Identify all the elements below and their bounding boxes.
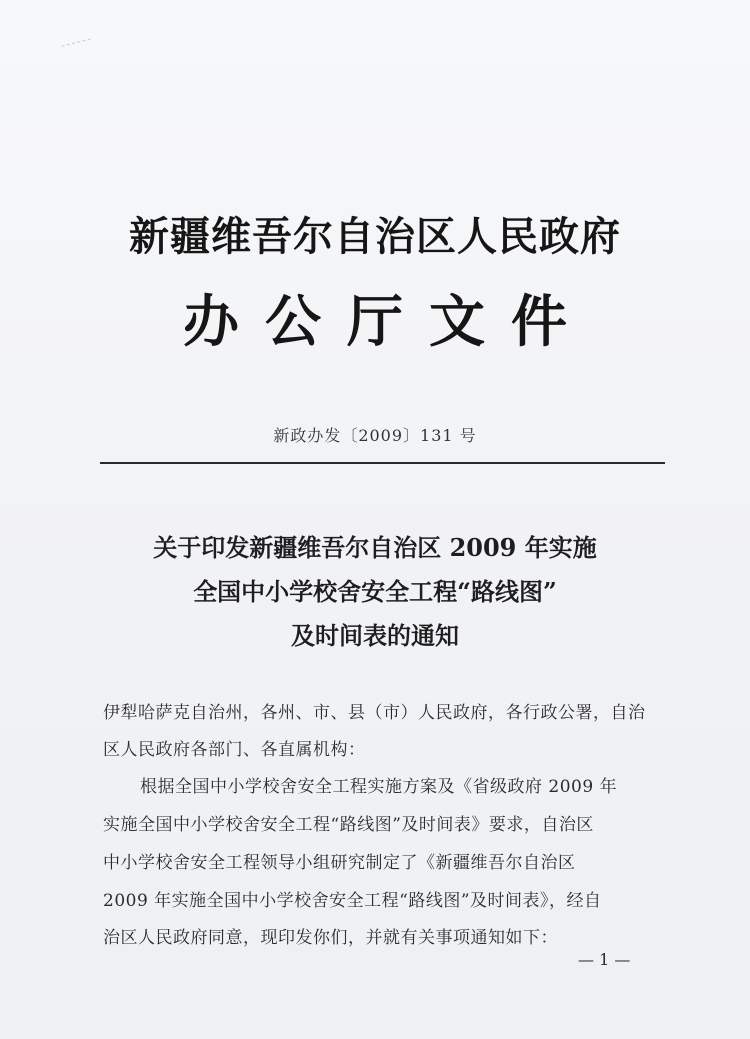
body-line-6: 2009 年实施全国中小学校舍安全工程“路线图”及时间表》，经自 [103,891,602,911]
body-line-3: 根据全国中小学校舍安全工程实施方案及《省级政府 2009 年 [140,777,618,797]
header-divider [100,462,665,464]
body-line-4: 实施全国中小学校舍安全工程“路线图”及时间表》要求，自治区 [103,815,594,835]
body-line-2: 区人民政府各部门、各直属机构： [103,740,366,760]
body-line-7: 治区人民政府同意，现印发你们，并就有关事项通知如下： [103,928,558,948]
document-number: 新政办发〔2009〕131 号 [273,426,477,445]
issuing-authority: 新疆维吾尔自治区人民政府 [129,213,621,260]
body-line-5: 中小学校舍安全工程领导小组研究制定了《新疆维吾尔自治区 [103,853,576,873]
scan-mark [61,39,92,55]
document-type-heading: 办公厅文件 [183,289,593,355]
document-title-line-2: 全国中小学校舍安全工程“路线图” [193,577,557,606]
document-title-line-3: 及时间表的通知 [291,621,459,650]
page-number: — 1 — [578,950,631,969]
body-line-1: 伊犁哈萨克自治州，各州、市、县（市）人民政府，各行政公署，自治 [103,703,646,723]
document-title-line-1: 关于印发新疆维吾尔自治区 2009 年实施 [153,533,597,562]
